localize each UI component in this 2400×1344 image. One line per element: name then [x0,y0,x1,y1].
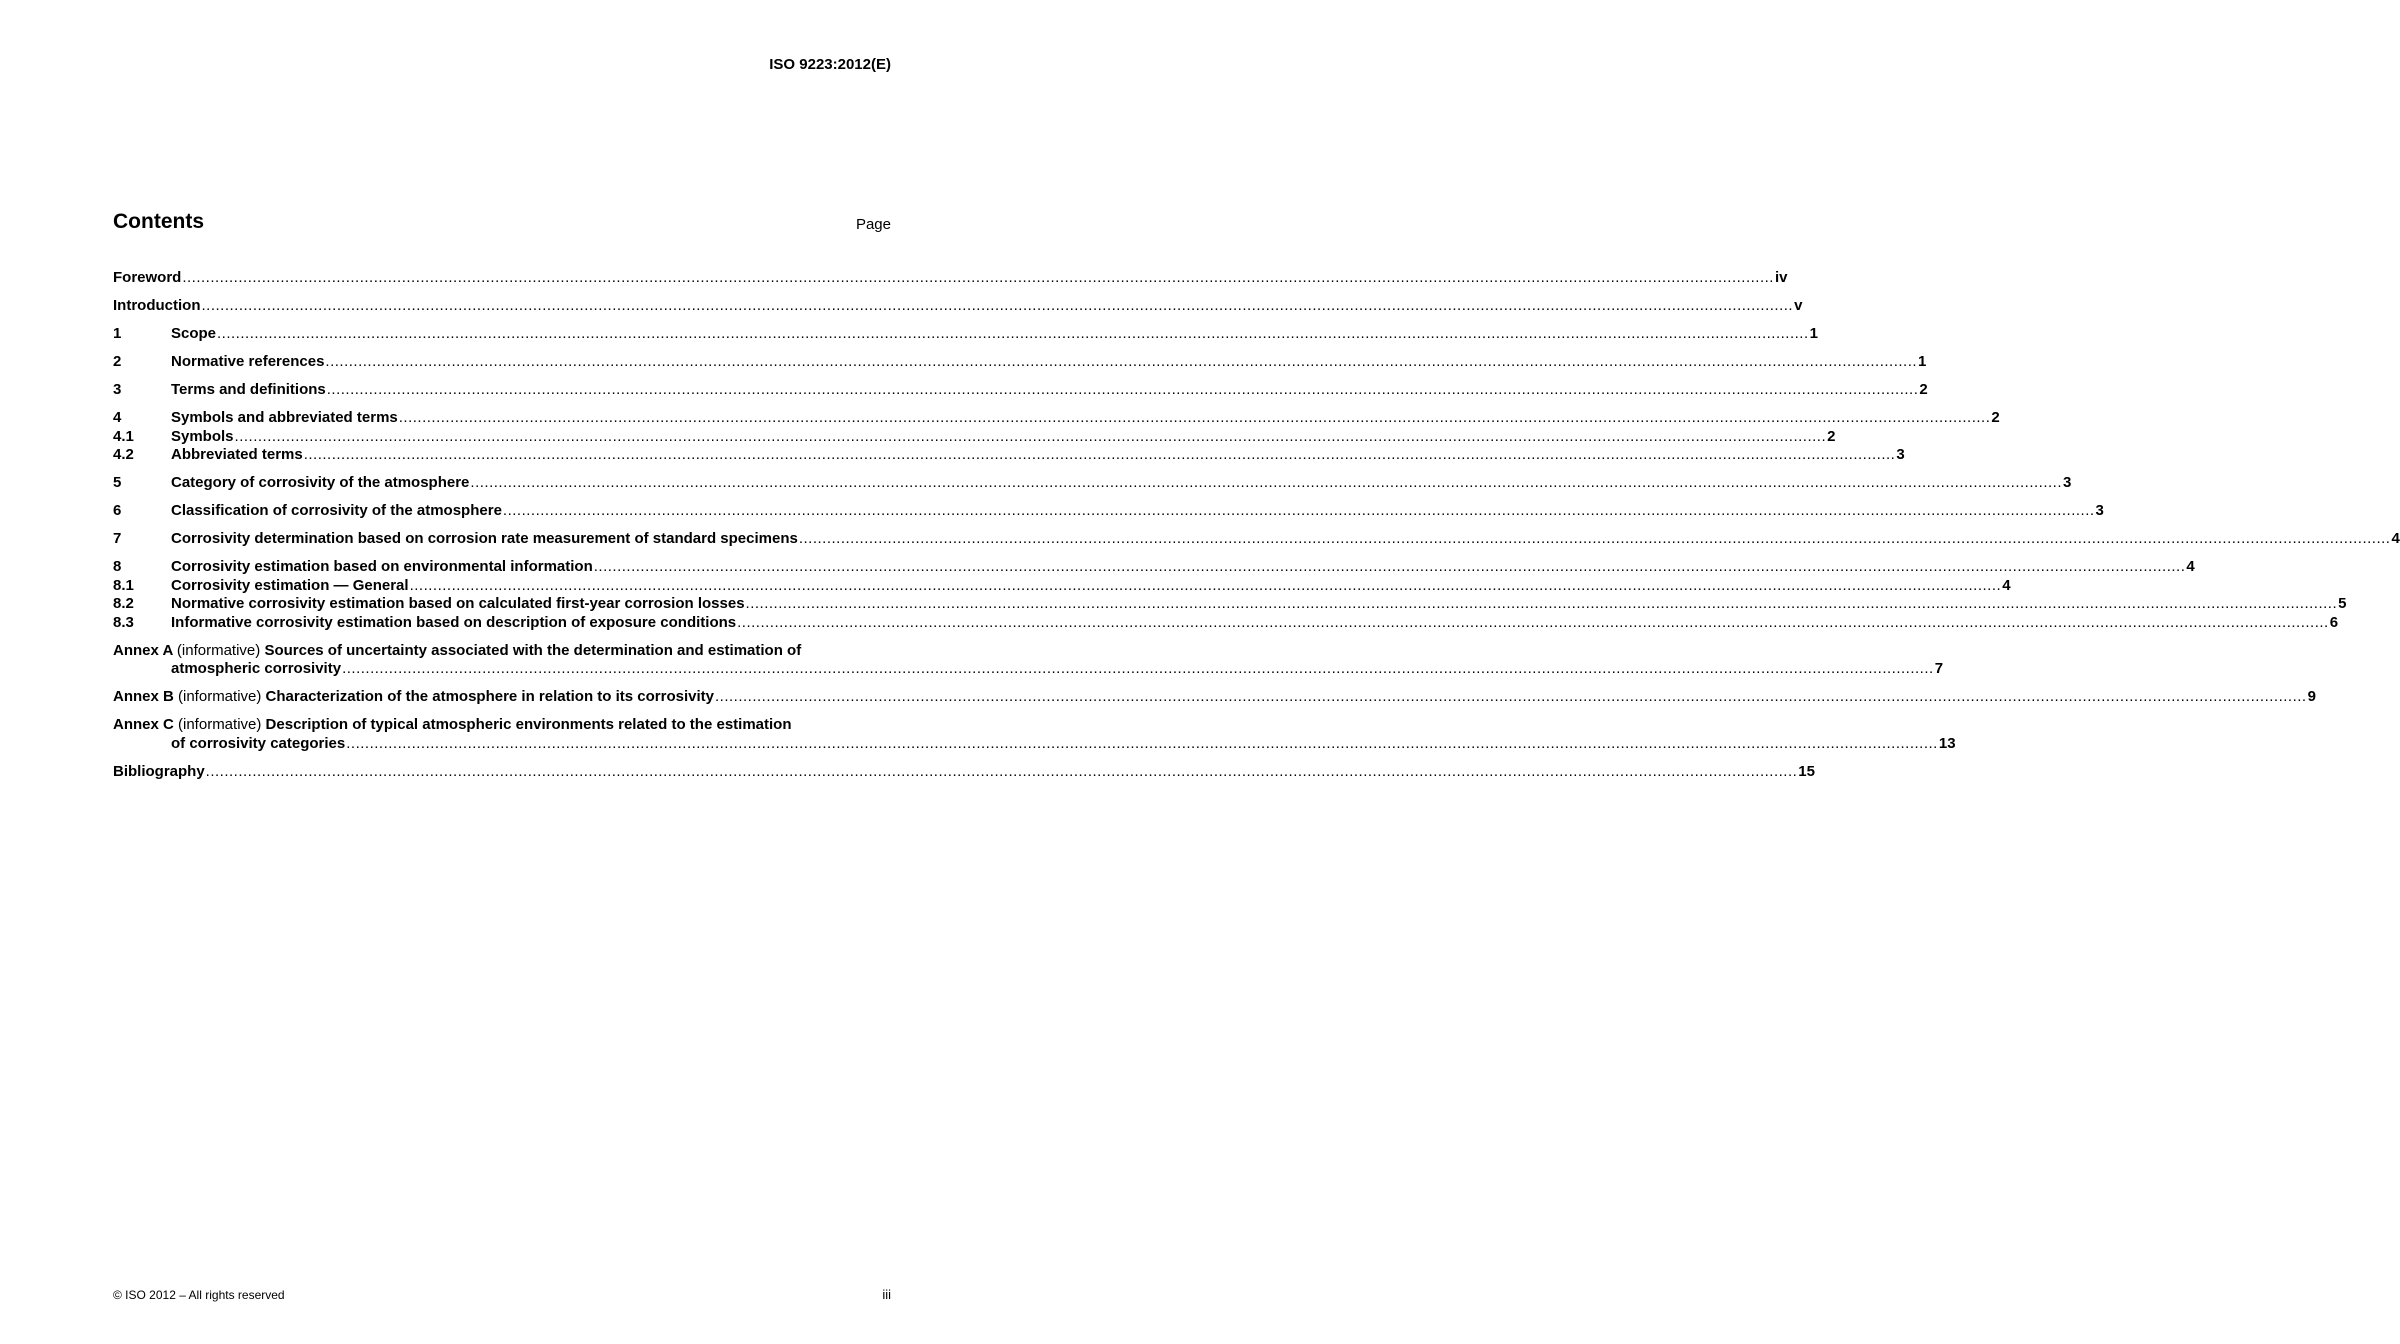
toc-entry-page: 4 [2391,530,2400,547]
toc-entry-number: 2 [113,353,122,370]
toc-group-annex-c [113,716,1956,753]
toc-leader-dots [399,409,1991,428]
toc-entry-bibliography[interactable] [113,762,1815,782]
toc-entry-title: Abbreviated terms [171,446,303,463]
toc-leader-dots [342,660,1934,679]
toc-entry-title: atmospheric corrosivity [171,660,342,677]
footer-page-number: iii [882,1287,891,1302]
toc-entry-number: 5 [113,474,122,491]
toc-entry-number: 8.2 [113,595,134,612]
toc-leader-dots [715,688,2307,707]
toc-entry-8-2[interactable] [113,595,2347,614]
toc-entry-title: Classification of corrosivity of the atmosphere [171,502,502,519]
toc-group-2 [113,353,1927,372]
toc-entry-page: 4 [2002,576,2011,594]
toc-entry-title: Scope [171,325,217,342]
toc-entry-title: Bibliography [113,762,205,780]
toc-entry-number: 1 [113,325,122,342]
toc-entry-number: 8.1 [113,576,134,594]
annex-heading [113,716,792,735]
toc-entry-annex-b[interactable] [113,688,2316,707]
toc-entry-page: 15 [1798,762,1815,780]
toc-entry-number: 4.2 [113,446,134,463]
toc-group-8 [113,558,2347,632]
toc-entry-annex-c-continued[interactable] [113,734,1956,754]
toc-leader-dots [410,577,2002,596]
toc-entry-number: 6 [113,502,122,519]
toc-group-7 [113,530,2400,549]
toc-entry-annex-a[interactable] [113,642,891,661]
toc-group-foreword [113,269,1788,288]
annex-title: Characterization of the atmosphere in relation to its corrosivity [265,688,714,705]
toc-entry-4-2[interactable] [113,446,1905,465]
toc-leader-dots [217,325,1809,344]
toc-leader-dots [206,763,1798,782]
toc-entry-page: 2 [1827,427,1836,445]
toc-group-5 [113,474,2072,493]
annex-label: Annex B [113,688,174,705]
toc-group-introduction [113,297,1803,316]
toc-entry-annex-c[interactable] [113,716,891,735]
toc-entry-title: Normative corrosivity estimation based on calculated first-year corrosion losses [171,595,745,612]
toc-entry-title: Terms and definitions [171,381,326,398]
toc-entry-title: of corrosivity categories [171,734,346,752]
toc-leader-dots [594,558,2186,577]
toc-entry-page: 1 [1809,325,1818,342]
toc-entry-page: iv [1774,269,1788,286]
table-of-contents [113,269,2400,791]
toc-entry-title: Corrosivity determination based on corrosion rate measurement of standard specimens [171,530,798,547]
toc-entry-number: 7 [113,530,122,547]
toc-entry-page: 2 [1919,381,1928,398]
toc-entry-8[interactable] [113,558,2195,577]
toc-leader-dots [235,428,1827,447]
toc-entry-page: v [1794,297,1803,314]
toc-entry-page: 3 [1896,446,1905,463]
document-id: ISO 9223:2012(E) [769,56,891,73]
toc-entry-number: 3 [113,381,122,398]
toc-entry-6[interactable] [113,502,2104,521]
toc-entry-8-3[interactable] [113,613,2339,633]
toc-entry-page: 3 [2063,474,2072,491]
toc-leader-dots [327,381,1919,400]
annex-title: Description of typical atmospheric environments related to the estimation [265,716,792,733]
annex-label: Annex C [113,716,174,733]
toc-group-annex-a [113,641,1944,679]
toc-group-3 [113,381,1928,400]
toc-entry-page: 1 [1918,353,1927,370]
toc-entry-page: 9 [2307,688,2316,705]
toc-leader-dots [346,735,1938,754]
toc-group-bibliography [113,762,1815,782]
toc-entry-title: Corrosivity estimation — General [171,576,409,594]
toc-entry-title: Symbols [171,427,234,445]
annex-type: (informative) [178,716,262,733]
toc-leader-dots [746,595,2338,614]
toc-entry-2[interactable] [113,353,1927,372]
toc-entry-title: Symbols and abbreviated terms [171,409,398,426]
contents-heading: Contents [113,210,204,233]
annex-title: Sources of uncertainty associated with the determination and estimation of [264,641,802,659]
annex-heading [113,642,801,661]
toc-entry-title: Introduction [113,297,201,314]
toc-entry-page: 2 [1991,409,2000,426]
toc-entry-page: 3 [2095,502,2104,519]
footer-copyright: © ISO 2012 – All rights reserved [113,1288,285,1302]
toc-entry-4[interactable] [113,409,2000,428]
annex-label: Annex A [113,641,173,659]
toc-entry-page: 4 [2186,558,2195,575]
toc-entry-7[interactable] [113,530,2400,549]
toc-entry-4-1[interactable] [113,427,1836,447]
annex-type: (informative) [176,641,261,659]
toc-entry-foreword[interactable] [113,269,1788,288]
toc-leader-dots [304,446,1896,465]
toc-entry-annex-a-continued[interactable] [113,660,1944,679]
toc-entry-page: 7 [1934,660,1944,677]
toc-leader-dots [325,353,1917,372]
toc-entry-page: 5 [2338,595,2347,612]
toc-group-1 [113,325,1818,344]
toc-group-6 [113,502,2104,521]
toc-entry-introduction[interactable] [113,297,1803,316]
toc-leader-dots [470,474,2062,493]
toc-entry-number: 4 [113,409,122,426]
toc-entry-8-1[interactable] [113,576,2011,596]
toc-entry-5[interactable] [113,474,2072,493]
toc-entry-title: Corrosivity estimation based on environmental information [171,558,593,575]
toc-entry-title: Foreword [113,269,182,286]
toc-entry-number: 8 [113,558,122,575]
toc-entry-number: 8.3 [113,613,134,631]
toc-leader-dots [201,297,1793,316]
annex-heading [113,688,714,707]
toc-entry-number: 4.1 [113,427,134,445]
toc-leader-dots [799,530,2391,549]
page-column-label: Page [855,216,891,233]
toc-entry-title: Informative corrosivity estimation based on description of exposure conditions [171,613,737,631]
toc-leader-dots [737,614,2329,633]
toc-entry-page: 13 [1938,734,1956,752]
toc-group-annex-b [113,688,2316,707]
toc-leader-dots [503,502,2095,521]
toc-entry-title: Category of corrosivity of the atmosphere [171,474,470,491]
toc-group-4 [113,409,2000,465]
toc-entry-3[interactable] [113,381,1928,400]
annex-type: (informative) [178,688,262,705]
toc-entry-1[interactable] [113,325,1818,344]
toc-entry-title: Normative references [171,353,325,370]
toc-leader-dots [182,269,1774,288]
toc-entry-page: 6 [2329,613,2339,631]
